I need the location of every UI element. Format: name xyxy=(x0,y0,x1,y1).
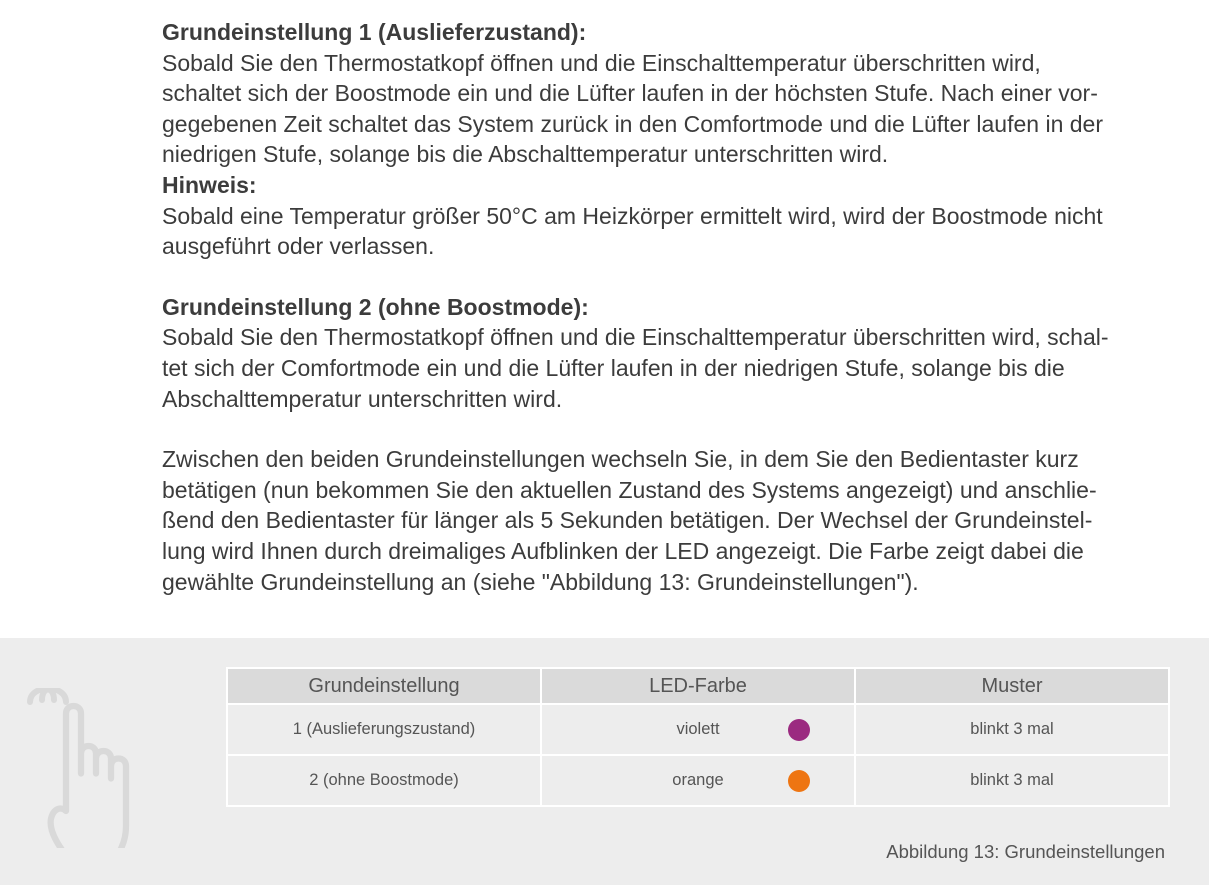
paragraph-line: schaltet sich der Boostmode ein und die Lüfter laufen in der höchsten Stufe. Nach einer vor- xyxy=(162,80,1098,107)
paragraph-line: Sobald Sie den Thermostatkopf öffnen und die Einschalttemperatur überschritten wird, xyxy=(162,49,1041,76)
paragraph-line: Sobald Sie den Thermostatkopf öffnen und die Einschalttemperatur überschritten wird, schal- xyxy=(162,324,1109,351)
header-led-color: LED-Farbe xyxy=(541,668,855,704)
cell-setting: 1 (Auslieferungszustand) xyxy=(227,704,541,755)
led-color-label: violett xyxy=(676,720,720,738)
heading-basic-setting-1: Grundeinstellung 1 (Auslieferzustand): xyxy=(162,19,587,45)
table-header-row xyxy=(227,668,1169,704)
paragraph-line: Zwischen den beiden Grundeinstellungen wechseln Sie, in dem Sie den Bedientaster kurz xyxy=(162,446,1079,473)
section-switching xyxy=(162,444,1222,597)
figure-caption: Abbildung 13: Grundeinstellungen xyxy=(886,841,1165,862)
paragraph-line: lung wird Ihnen durch dreimaliges Aufblinken der LED angezeigt. Die Farbe zeigt dabei die xyxy=(162,537,1084,564)
paragraph-line: tet sich der Comfortmode ein und die Lüfter laufen in der niedrigen Stufe, solange bis die xyxy=(162,354,1065,381)
heading-basic-setting-2: Grundeinstellung 2 (ohne Boostmode): xyxy=(162,293,589,320)
table-row xyxy=(227,704,1169,755)
note-line: Sobald eine Temperatur größer 50°C am Heizkörper ermittelt wird, wird der Boostmode nicht xyxy=(162,202,1103,229)
table-row xyxy=(227,755,1169,806)
cell-led-color xyxy=(541,755,855,806)
cell-led-color xyxy=(541,704,855,755)
paragraph-line: ßend den Bedientaster für länger als 5 Sekunden betätigen. Der Wechsel der Grundeinstel- xyxy=(162,507,1093,534)
section-basic-setting-1 xyxy=(162,17,1222,262)
paragraph-spacer xyxy=(162,414,1222,444)
basic-settings-table xyxy=(226,667,1170,807)
paragraph-line: betätigen (nun bekommen Sie den aktuellen Zustand des Systems angezeigt) und anschlie- xyxy=(162,476,1097,503)
cell-setting: 2 (ohne Boostmode) xyxy=(227,755,541,806)
manual-text xyxy=(162,17,1222,597)
led-orange-dot-icon xyxy=(788,770,810,792)
cell-pattern: blinkt 3 mal xyxy=(855,755,1169,806)
led-color-label: orange xyxy=(672,771,724,789)
note-heading: Hinweis: xyxy=(162,171,257,198)
paragraph-line: Abschalttemperatur unterschritten wird. xyxy=(162,385,563,412)
header-basic-setting: Grundeinstellung xyxy=(227,668,541,704)
hand-pointer-icon xyxy=(26,688,166,848)
paragraph-line: gegebenen Zeit schaltet das System zurück in den Comfortmode und die Lüfter laufen in der xyxy=(162,110,1103,137)
header-pattern: Muster xyxy=(855,668,1169,704)
paragraph-spacer xyxy=(162,262,1222,292)
cell-pattern: blinkt 3 mal xyxy=(855,704,1169,755)
paragraph-line: niedrigen Stufe, solange bis die Abschalttemperatur unterschritten wird. xyxy=(162,141,889,168)
note-line: ausgeführt oder verlassen. xyxy=(162,233,435,260)
section-basic-setting-2 xyxy=(162,292,1222,414)
figure-basic-settings xyxy=(0,638,1209,885)
led-violet-dot-icon xyxy=(788,719,810,741)
paragraph-line: gewählte Grundeinstellung an (siehe "Abbildung 13: Grundeinstellungen"). xyxy=(162,568,919,595)
